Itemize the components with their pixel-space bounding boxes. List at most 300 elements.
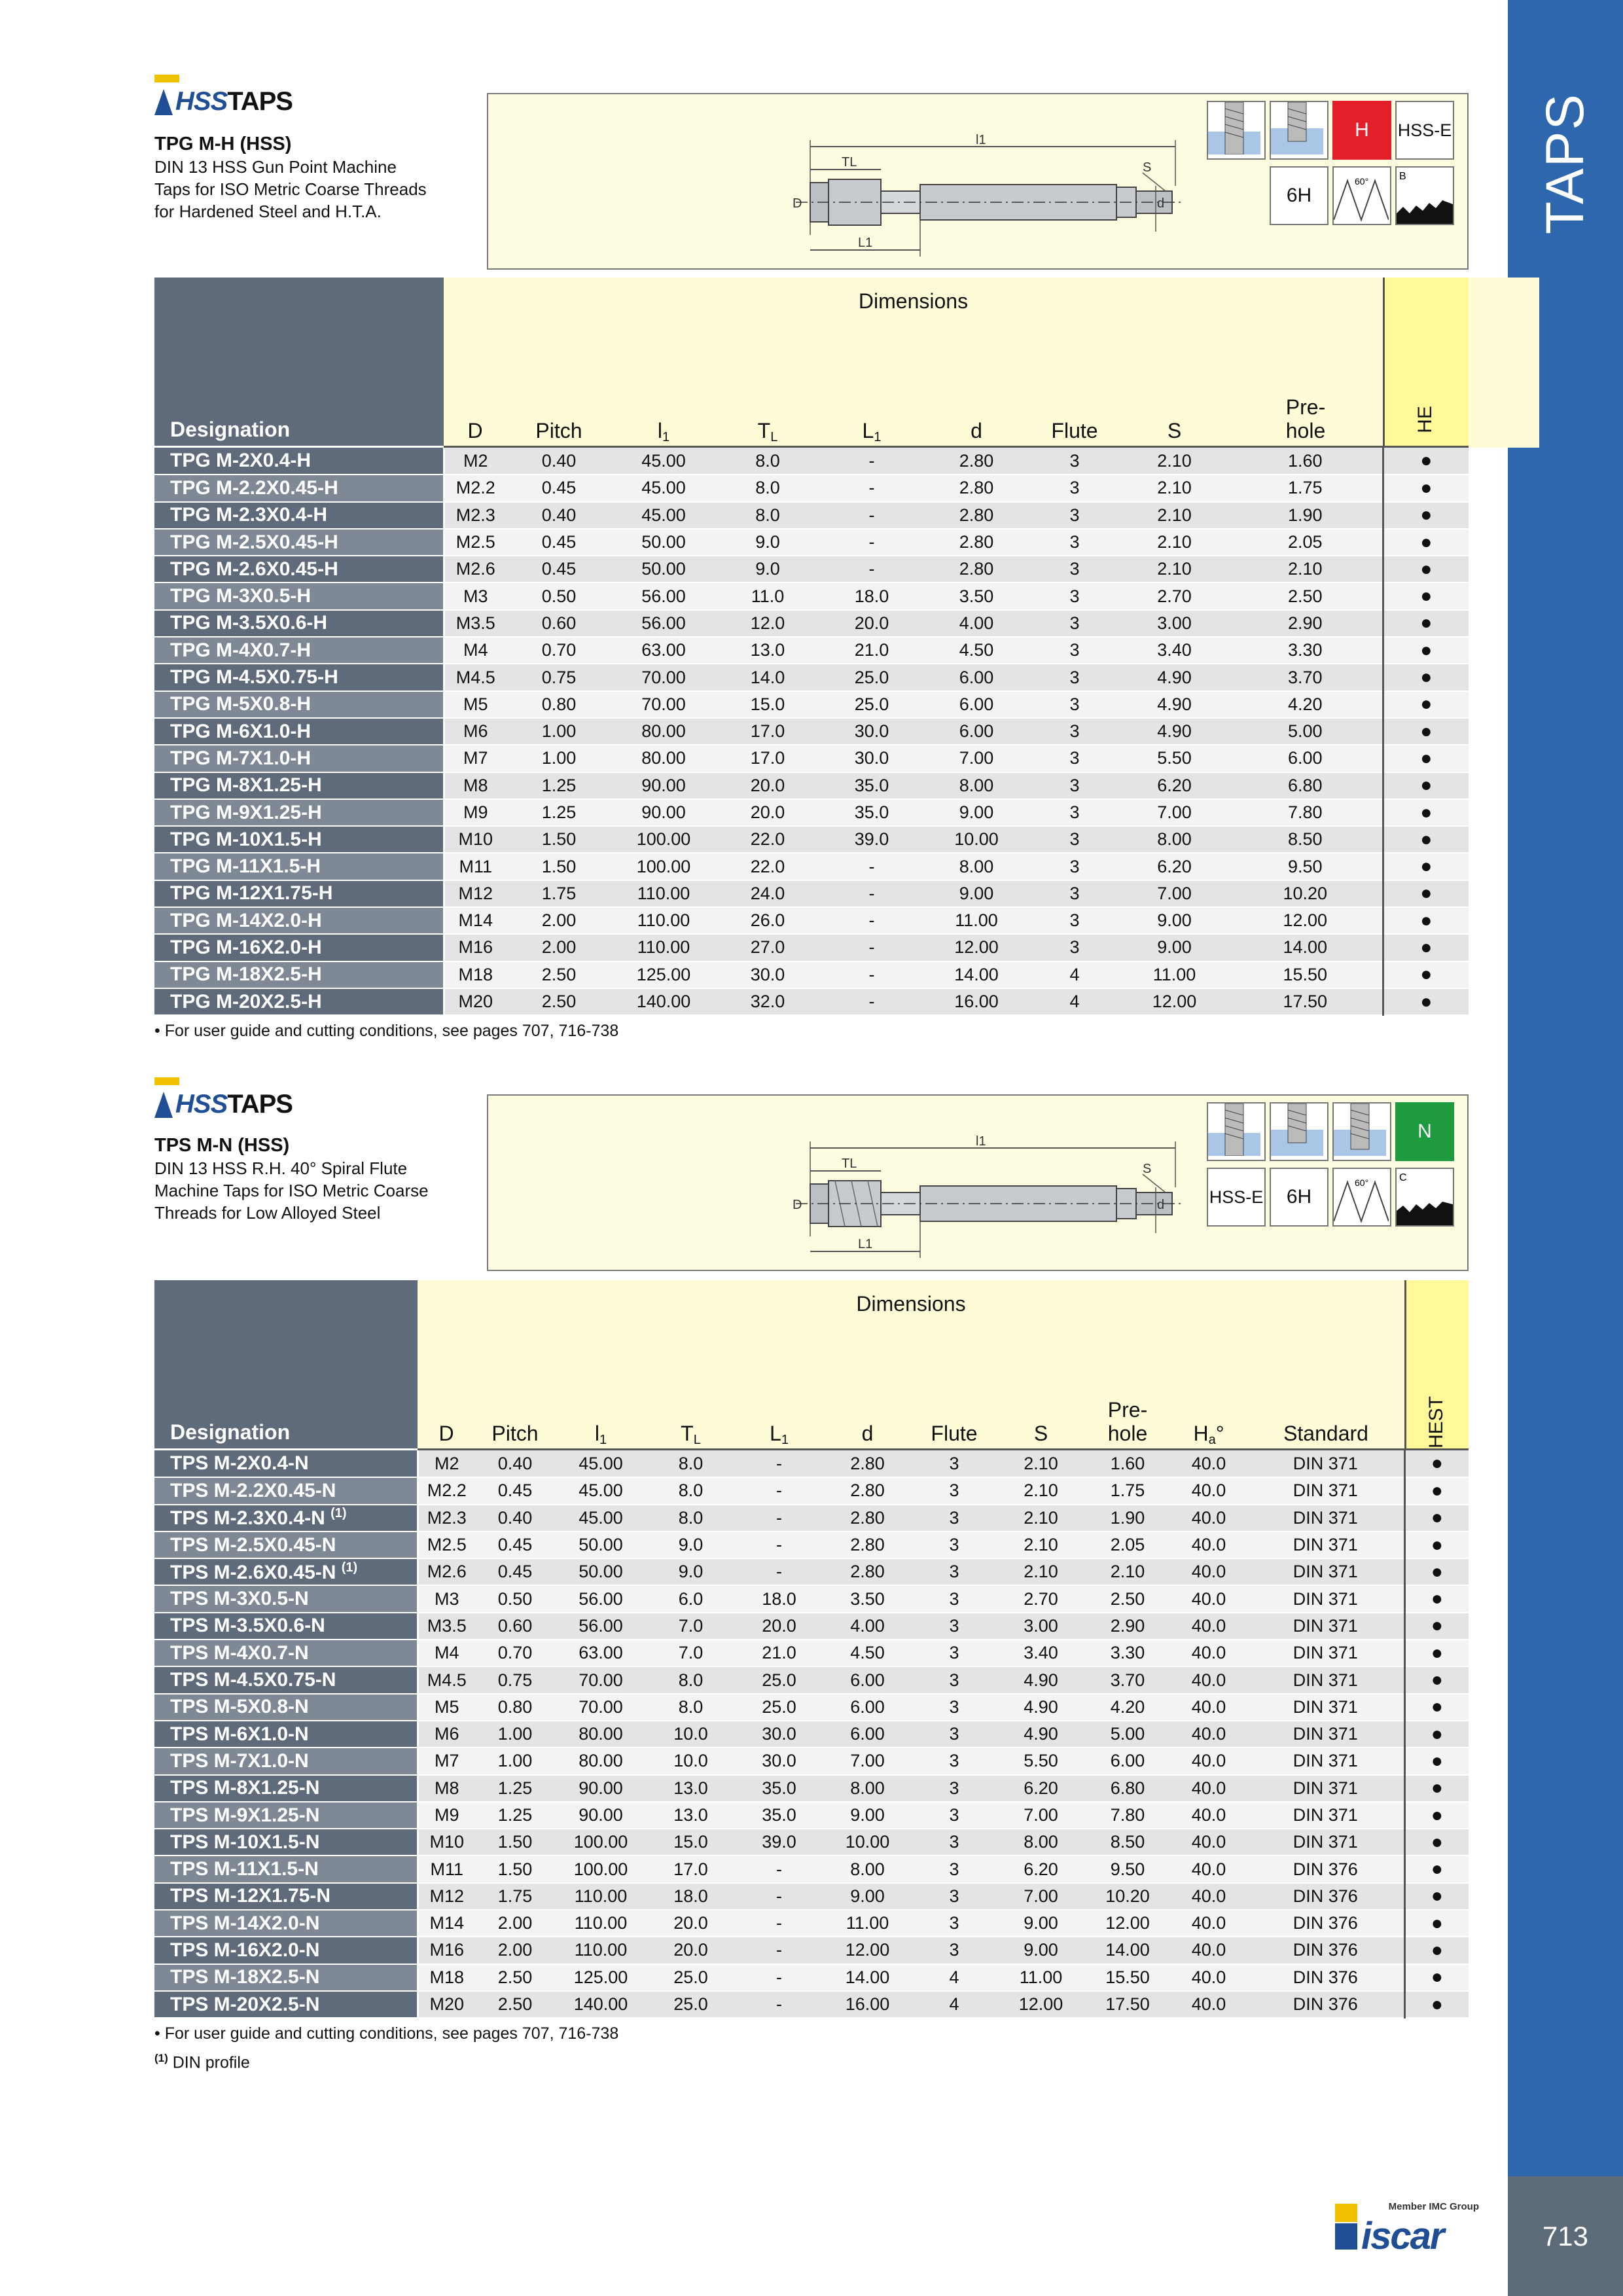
grade-availability-cell: ●: [1383, 664, 1469, 691]
data-cell: 4: [912, 1991, 997, 2018]
col-d-header: d: [861, 1422, 874, 1445]
data-cell: 6.80: [1085, 1775, 1170, 1802]
data-cell: 8.50: [1228, 826, 1383, 853]
data-cell: DIN 371: [1247, 1829, 1404, 1856]
thread-angle-label: 60°: [1355, 1177, 1369, 1188]
data-cell: 30.0: [735, 1721, 823, 1748]
data-cell: 3.30: [1228, 637, 1383, 664]
data-cell: 8.00: [924, 853, 1029, 880]
data-cell: 14.00: [823, 1964, 912, 1991]
data-cell: 110.00: [555, 1883, 647, 1910]
designation-cell: TPG M-2X0.4-H: [154, 448, 444, 475]
data-cell: -: [819, 961, 924, 988]
dim-d-major-label: D: [793, 196, 802, 211]
table-row: [154, 772, 1469, 799]
data-cell: 15.50: [1228, 961, 1383, 988]
data-cell: 40.0: [1170, 1883, 1247, 1910]
data-cell: 2.50: [475, 1991, 555, 2018]
table-row: [154, 1721, 1469, 1748]
col-pitch-header: Pitch: [535, 419, 582, 442]
data-cell: 8.0: [647, 1666, 735, 1693]
col-l1-header: l1: [594, 1422, 607, 1447]
data-cell: 1.25: [507, 799, 611, 826]
designation-cell: TPS M-2.5X0.45-N: [154, 1532, 418, 1558]
data-cell: M6: [418, 1721, 475, 1748]
data-cell: 2.90: [1228, 610, 1383, 637]
data-cell: 6.00: [924, 718, 1029, 745]
data-cell: 3.00: [1120, 610, 1228, 637]
data-cell: M7: [418, 1748, 475, 1774]
data-cell: 40.0: [1170, 1910, 1247, 1937]
data-cell: 25.0: [647, 1991, 735, 2018]
data-cell: 1.25: [507, 772, 611, 799]
data-cell: 3: [912, 1856, 997, 1882]
data-cell: 8.0: [647, 1694, 735, 1721]
data-cell: M2.6: [444, 556, 507, 583]
product-desc-line: DIN 13 HSS R.H. 40° Spiral Flute: [154, 1158, 408, 1178]
data-cell: 9.0: [647, 1558, 735, 1585]
page-number: 713: [1508, 2176, 1623, 2296]
data-cell: 22.0: [716, 853, 819, 880]
designation-cell: TPS M-14X2.0-N: [154, 1910, 418, 1937]
data-cell: DIN 376: [1247, 1883, 1404, 1910]
data-cell: 0.45: [507, 475, 611, 501]
grade-availability-cell: ●: [1404, 1775, 1469, 1802]
grade-availability-cell: ●: [1383, 907, 1469, 934]
data-cell: 90.00: [611, 772, 716, 799]
data-cell: 110.00: [611, 907, 716, 934]
table-row: [154, 1856, 1469, 1882]
data-cell: 0.45: [507, 529, 611, 556]
data-cell: 3: [1029, 907, 1120, 934]
product-title: TPS M-N (HSS): [154, 1135, 290, 1156]
data-cell: 45.00: [555, 1450, 647, 1477]
data-cell: 80.00: [555, 1721, 647, 1748]
col-S-header: S: [1033, 1422, 1048, 1445]
thread-60-profile-icon: [1332, 1168, 1391, 1227]
table-row: [154, 475, 1469, 501]
data-cell: 7.00: [1120, 880, 1228, 907]
data-cell: 9.50: [1085, 1856, 1170, 1882]
data-cell: M20: [444, 988, 507, 1015]
data-cell: 40.0: [1170, 1613, 1247, 1640]
data-cell: 80.00: [555, 1748, 647, 1774]
data-cell: DIN 371: [1247, 1694, 1404, 1721]
data-cell: 3: [912, 1450, 997, 1477]
designation-cell: TPG M-10X1.5-H: [154, 826, 444, 853]
dim-d-minor-label: d: [1157, 196, 1165, 211]
table-row: [154, 961, 1469, 988]
data-cell: 0.40: [475, 1505, 555, 1532]
data-cell: 26.0: [716, 907, 819, 934]
data-cell: 17.0: [716, 745, 819, 772]
col-pitch-header: Pitch: [491, 1422, 539, 1445]
data-cell: 10.20: [1085, 1883, 1170, 1910]
data-cell: 24.0: [716, 880, 819, 907]
data-cell: 140.00: [611, 988, 716, 1015]
data-cell: 14.00: [1085, 1937, 1170, 1964]
data-cell: 7.00: [1120, 799, 1228, 826]
logo-accent-bar: [154, 75, 179, 82]
data-cell: 3: [1029, 718, 1120, 745]
table-row: [154, 934, 1469, 961]
data-cell: M2.5: [444, 529, 507, 556]
table-row: [154, 880, 1469, 907]
designation-cell: TPS M-2X0.4-N: [154, 1450, 418, 1477]
data-cell: 20.0: [735, 1613, 823, 1640]
designation-cell: TPG M-12X1.75-H: [154, 880, 444, 907]
data-cell: M2.3: [418, 1505, 475, 1532]
dim-d-minor-label: d: [1157, 1198, 1165, 1212]
data-cell: 3: [1029, 610, 1120, 637]
table-row: [154, 718, 1469, 745]
data-cell: 2.70: [1120, 583, 1228, 609]
data-cell: M2: [418, 1450, 475, 1477]
data-cell: 3: [912, 1666, 997, 1693]
brand-hss: HSS: [175, 87, 228, 116]
data-cell: 20.0: [716, 772, 819, 799]
table-row: [154, 799, 1469, 826]
data-cell: DIN 371: [1247, 1532, 1404, 1558]
data-cell: 3: [912, 1585, 997, 1612]
data-cell: 18.0: [647, 1883, 735, 1910]
data-cell: 3.40: [997, 1640, 1085, 1666]
data-cell: 110.00: [611, 934, 716, 961]
grade-availability-cell: ●: [1383, 610, 1469, 637]
data-cell: 15.50: [1085, 1964, 1170, 1991]
col-prehole-header: Pre- hole: [1285, 395, 1326, 442]
table-row: [154, 1558, 1469, 1585]
data-cell: 9.00: [997, 1910, 1085, 1937]
data-cell: 8.00: [823, 1856, 912, 1882]
data-cell: 45.00: [611, 502, 716, 529]
data-cell: 4.90: [997, 1694, 1085, 1721]
product-title-block-2: [154, 1134, 469, 1224]
designation-cell: TPS M-20X2.5-N: [154, 1991, 418, 2018]
data-cell: 12.00: [823, 1937, 912, 1964]
data-cell: DIN 371: [1247, 1613, 1404, 1640]
data-cell: 7.00: [823, 1748, 912, 1774]
data-cell: 16.00: [924, 988, 1029, 1015]
data-cell: 39.0: [819, 826, 924, 853]
data-cell: 2.10: [997, 1477, 1085, 1504]
table-row: [154, 988, 1469, 1015]
data-cell: 10.0: [647, 1721, 735, 1748]
chamfer-type-label: C: [1399, 1172, 1407, 1183]
hss-e-badge: HSS-E: [1395, 101, 1454, 160]
designation-cell: TPG M-9X1.25-H: [154, 799, 444, 826]
grade-availability-cell: ●: [1383, 880, 1469, 907]
table-row: [154, 691, 1469, 718]
data-cell: 3.00: [997, 1613, 1085, 1640]
data-cell: 63.00: [555, 1640, 647, 1666]
table-row: [154, 745, 1469, 772]
designation-cell: TPS M-12X1.75-N: [154, 1883, 418, 1910]
product-title-block-1: [154, 132, 469, 223]
data-cell: 3: [1029, 556, 1120, 583]
data-cell: 9.0: [716, 556, 819, 583]
dim-s-label: S: [1143, 1162, 1152, 1176]
dimensions-header: Dimensions: [858, 289, 969, 313]
data-cell: M16: [418, 1937, 475, 1964]
data-cell: M4: [444, 637, 507, 664]
data-cell: 11.00: [823, 1910, 912, 1937]
data-cell: 4.20: [1085, 1694, 1170, 1721]
data-cell: 9.50: [1228, 853, 1383, 880]
data-cell: 10.00: [823, 1829, 912, 1856]
data-cell: -: [819, 502, 924, 529]
table-row: [154, 637, 1469, 664]
data-cell: M2.2: [444, 475, 507, 501]
chamfer-c-icon: [1395, 1168, 1454, 1227]
data-cell: 6.20: [1120, 853, 1228, 880]
table-row: [154, 1666, 1469, 1693]
data-cell: 8.00: [997, 1829, 1085, 1856]
data-cell: 25.0: [819, 664, 924, 691]
data-cell: 1.50: [507, 826, 611, 853]
data-cell: 1.90: [1085, 1505, 1170, 1532]
grade-availability-cell: ●: [1404, 1883, 1469, 1910]
data-cell: 6.0: [647, 1585, 735, 1612]
logo-triangle-icon: [154, 1092, 173, 1118]
data-cell: M20: [418, 1991, 475, 2018]
data-cell: 12.0: [716, 610, 819, 637]
data-cell: 2.00: [475, 1937, 555, 1964]
grade-availability-cell: ●: [1383, 961, 1469, 988]
data-cell: 2.10: [997, 1450, 1085, 1477]
data-cell: M3: [418, 1585, 475, 1612]
designation-cell: TPS M-11X1.5-N: [154, 1856, 418, 1882]
data-cell: DIN 371: [1247, 1450, 1404, 1477]
data-cell: 3: [1029, 529, 1120, 556]
data-cell: 2.80: [924, 502, 1029, 529]
data-cell: 1.25: [475, 1775, 555, 1802]
data-cell: 8.00: [924, 772, 1029, 799]
data-cell: 40.0: [1170, 1991, 1247, 2018]
hss-taps-logo: [154, 1086, 293, 1119]
designation-cell: TPG M-20X2.5-H: [154, 988, 444, 1015]
data-cell: 3: [1029, 799, 1120, 826]
hss-taps-logo: [154, 84, 293, 117]
data-cell: 56.00: [555, 1613, 647, 1640]
grade-availability-cell: ●: [1404, 1802, 1469, 1829]
data-cell: -: [735, 1856, 823, 1882]
data-cell: -: [819, 880, 924, 907]
data-cell: -: [735, 1991, 823, 2018]
data-cell: 3: [912, 1694, 997, 1721]
data-cell: 100.00: [611, 826, 716, 853]
data-cell: -: [735, 1477, 823, 1504]
table-row: [154, 1964, 1469, 1991]
data-cell: -: [735, 1532, 823, 1558]
grade-availability-cell: ●: [1404, 1613, 1469, 1640]
data-cell: 90.00: [555, 1802, 647, 1829]
thread-60-profile-icon: [1332, 166, 1391, 225]
data-cell: 1.60: [1228, 448, 1383, 475]
data-cell: 1.75: [1085, 1477, 1170, 1504]
designation-cell: TPS M-10X1.5-N: [154, 1829, 418, 1856]
grade-availability-cell: ●: [1383, 475, 1469, 501]
col-flute-header: Flute: [931, 1422, 978, 1445]
table-row: [154, 1450, 1469, 1477]
data-cell: M10: [444, 826, 507, 853]
data-cell: DIN 376: [1247, 1856, 1404, 1882]
col-D-header: D: [438, 1422, 454, 1445]
table-row: [154, 1775, 1469, 1802]
designation-cell: TPG M-2.2X0.45-H: [154, 475, 444, 501]
data-cell: 10.00: [924, 826, 1029, 853]
data-cell: 2.10: [1120, 556, 1228, 583]
data-cell: 6.00: [823, 1694, 912, 1721]
grade-availability-cell: ●: [1404, 1964, 1469, 1991]
data-cell: M5: [444, 691, 507, 718]
data-cell: 9.00: [924, 880, 1029, 907]
table2-footnote-din: $^{(1)}$ DIN profile: [154, 2052, 250, 2072]
data-cell: 56.00: [555, 1585, 647, 1612]
data-cell: M2.3: [444, 502, 507, 529]
data-cell: 2.00: [475, 1910, 555, 1937]
table1-header: [154, 278, 1469, 448]
data-cell: 3: [912, 1640, 997, 1666]
table-row: [154, 1613, 1469, 1640]
grade-availability-cell: ●: [1383, 637, 1469, 664]
iscar-wordmark: iscar: [1361, 2215, 1444, 2257]
data-cell: -: [819, 988, 924, 1015]
through-hole-icon: [1207, 1102, 1266, 1161]
data-cell: 2.05: [1228, 529, 1383, 556]
data-cell: M7: [444, 745, 507, 772]
data-cell: 7.0: [647, 1613, 735, 1640]
data-cell: 45.00: [555, 1505, 647, 1532]
product-title: TPG M-H (HSS): [154, 134, 292, 154]
dim-l1-label: l1: [976, 133, 986, 147]
data-cell: 15.0: [716, 691, 819, 718]
data-cell: 1.60: [1085, 1450, 1170, 1477]
data-cell: M2.5: [418, 1532, 475, 1558]
data-cell: 7.80: [1085, 1802, 1170, 1829]
data-cell: M3.5: [418, 1613, 475, 1640]
data-cell: M9: [444, 799, 507, 826]
data-cell: M18: [418, 1964, 475, 1991]
data-cell: 17.0: [716, 718, 819, 745]
data-cell: 6.20: [997, 1856, 1085, 1882]
data-cell: 70.00: [611, 691, 716, 718]
data-cell: 21.0: [735, 1640, 823, 1666]
data-cell: 2.50: [507, 961, 611, 988]
data-cell: 2.80: [823, 1532, 912, 1558]
data-cell: 3.70: [1228, 664, 1383, 691]
grade-availability-cell: ●: [1383, 799, 1469, 826]
data-cell: 40.0: [1170, 1748, 1247, 1774]
data-cell: 5.00: [1085, 1721, 1170, 1748]
data-cell: 6.00: [823, 1666, 912, 1693]
grade-availability-cell: ●: [1383, 745, 1469, 772]
data-cell: 56.00: [611, 583, 716, 609]
data-cell: 0.75: [507, 664, 611, 691]
grade-availability-cell: ●: [1404, 1666, 1469, 1693]
data-cell: 1.00: [507, 718, 611, 745]
data-cell: -: [819, 556, 924, 583]
data-cell: 1.75: [1228, 475, 1383, 501]
data-cell: 40.0: [1170, 1640, 1247, 1666]
data-cell: 9.0: [647, 1532, 735, 1558]
data-cell: 39.0: [735, 1829, 823, 1856]
data-cell: 3: [1029, 448, 1120, 475]
brand-hss: HSS: [175, 1090, 228, 1119]
grade-availability-cell: ●: [1404, 1721, 1469, 1748]
data-cell: 1.50: [507, 853, 611, 880]
data-cell: 3: [912, 1937, 997, 1964]
data-cell: 0.75: [475, 1666, 555, 1693]
designation-cell: TPS M-4.5X0.75-N: [154, 1666, 418, 1693]
data-cell: M8: [418, 1775, 475, 1802]
data-cell: 40.0: [1170, 1450, 1247, 1477]
data-cell: 0.70: [507, 637, 611, 664]
grade-availability-cell: ●: [1383, 718, 1469, 745]
data-cell: DIN 371: [1247, 1721, 1404, 1748]
product-desc-line: DIN 13 HSS Gun Point Machine: [154, 157, 397, 177]
data-cell: 12.00: [1120, 988, 1228, 1015]
data-cell: 45.00: [611, 448, 716, 475]
data-cell: 56.00: [611, 610, 716, 637]
data-cell: 2.80: [823, 1477, 912, 1504]
grade-availability-cell: ●: [1404, 1640, 1469, 1666]
designation-cell: TPG M-8X1.25-H: [154, 772, 444, 799]
data-cell: 0.40: [507, 502, 611, 529]
data-cell: 13.0: [716, 637, 819, 664]
data-cell: 1.00: [507, 745, 611, 772]
data-cell: 50.00: [611, 556, 716, 583]
data-cell: M3: [444, 583, 507, 609]
data-cell: 20.0: [819, 610, 924, 637]
data-cell: 3: [912, 1775, 997, 1802]
data-cell: 3: [912, 1802, 997, 1829]
data-cell: M14: [444, 907, 507, 934]
data-cell: 70.00: [555, 1666, 647, 1693]
data-cell: 3: [912, 1505, 997, 1532]
data-cell: 12.00: [924, 934, 1029, 961]
data-cell: 3: [1029, 880, 1120, 907]
data-cell: 11.00: [924, 907, 1029, 934]
logo-triangle-icon: [154, 89, 173, 115]
material-h-badge: H: [1332, 101, 1391, 160]
data-cell: -: [819, 475, 924, 501]
deep-hole-icon: [1332, 1102, 1391, 1161]
dim-d-major-label: D: [793, 1198, 802, 1212]
table-row: [154, 1532, 1469, 1558]
data-cell: DIN 371: [1247, 1640, 1404, 1666]
data-cell: 63.00: [611, 637, 716, 664]
data-cell: 4.90: [1120, 718, 1228, 745]
designation-cell: TPG M-6X1.0-H: [154, 718, 444, 745]
table1-footnote: • For user guide and cutting conditions, see pages 707, 716-738: [154, 1022, 619, 1040]
data-cell: 40.0: [1170, 1694, 1247, 1721]
designation-header: Designation: [170, 418, 291, 441]
data-cell: 21.0: [819, 637, 924, 664]
data-cell: 10.20: [1228, 880, 1383, 907]
data-cell: 12.00: [1085, 1910, 1170, 1937]
data-cell: 3: [1029, 637, 1120, 664]
dim-s-label: S: [1143, 160, 1152, 175]
table-row: [154, 1937, 1469, 1964]
data-cell: -: [735, 1505, 823, 1532]
brand-taps: TAPS: [227, 1090, 293, 1119]
data-cell: 11.00: [1120, 961, 1228, 988]
data-cell: 0.60: [507, 610, 611, 637]
data-cell: 140.00: [555, 1991, 647, 2018]
data-cell: 45.00: [555, 1477, 647, 1504]
data-cell: 4.50: [823, 1640, 912, 1666]
